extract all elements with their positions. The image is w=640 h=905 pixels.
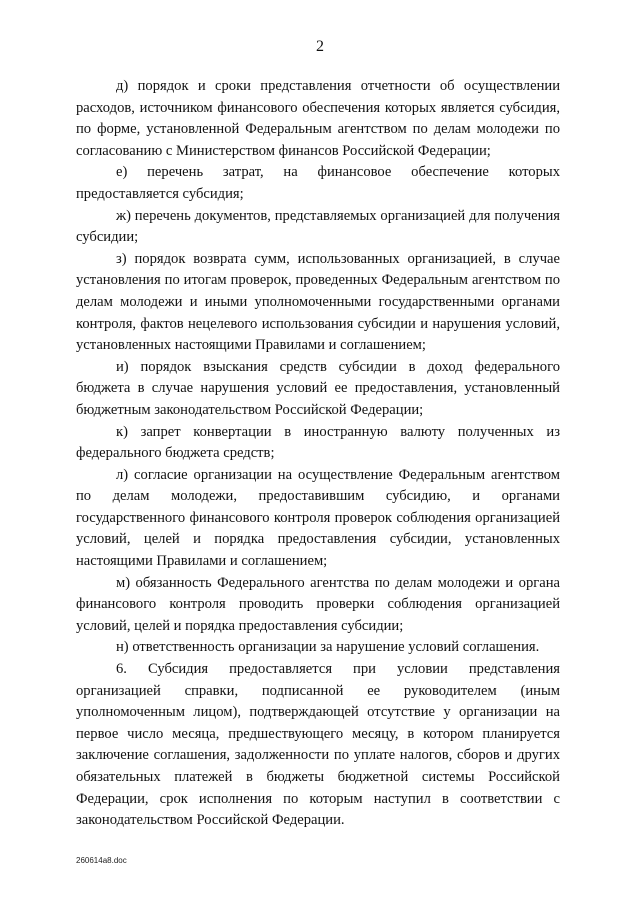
paragraph-d: д) порядок и сроки представления отчетности об осуществлении расходов, источником финансового обеспечения которых является субсидия, по форме, установленной Федеральным агентством по делам молодежи по согласованию с Министерством финансов Российской Федерации; — [76, 78, 560, 159]
paragraph-6: 6. Субсидия предоставляется при условии представления организацией справки, подписанной ее руководителем (иным уполномоченным лицом), подтверждающей отсутствие у организации на первое число месяца, предшествующего месяцу, в котором планируется заключение соглашения, задолженности по уплате налогов, сборов и других обязательных платежей в бюджеты бюджетной системы Российской Федерации, срок исполнения по которым наступил в соответствии с законодательством Российской Федерации. — [76, 661, 560, 829]
paragraph-e: е) перечень затрат, на финансовое обеспечение которых предоставляется субсидия; — [76, 164, 560, 202]
page-number: 2 — [316, 38, 324, 55]
paragraph-m: м) обязанность Федерального агентства по делам молодежи и органа финансового контроля проводить проверки соблюдения организацией условий, целей и порядка предоставления субсидии; — [76, 574, 560, 634]
paragraph-i: и) порядок взыскания средств субсидии в доход федерального бюджета в случае нарушения условий ее предоставления, установленный бюджетным законодательством Российской Федерации; — [76, 358, 560, 418]
paragraph-k: к) запрет конвертации в иностранную валюту полученных из федерального бюджета средств; — [76, 423, 560, 462]
file-name-footer: 260614a8.doc — [76, 856, 127, 865]
paragraph-zh: ж) перечень документов, представляемых организацией для получения субсидии; — [76, 207, 560, 246]
paragraph-n: н) ответственность организации за нарушение условий соглашения. — [116, 639, 540, 656]
paragraph-z: з) порядок возврата сумм, использованных организацией, в случае установления по итогам проверок, проведенных Федеральным агентством по делам молодежи и иными уполномоченными государственными органами контроля, фактов нецелевого использования субсидии и нарушения условий, установленных настоящими Правилами и соглашением; — [76, 250, 560, 354]
paragraph-l: л) согласие организации на осуществление Федеральным агентством по делам молодежи, предоставившим субсидию, и органами государственного финансового контроля проверок соблюдения организацией условий, целей и порядка предоставления субсидии, установленных настоящими Правилами и соглашением; — [76, 466, 560, 570]
document-body — [76, 76, 560, 832]
